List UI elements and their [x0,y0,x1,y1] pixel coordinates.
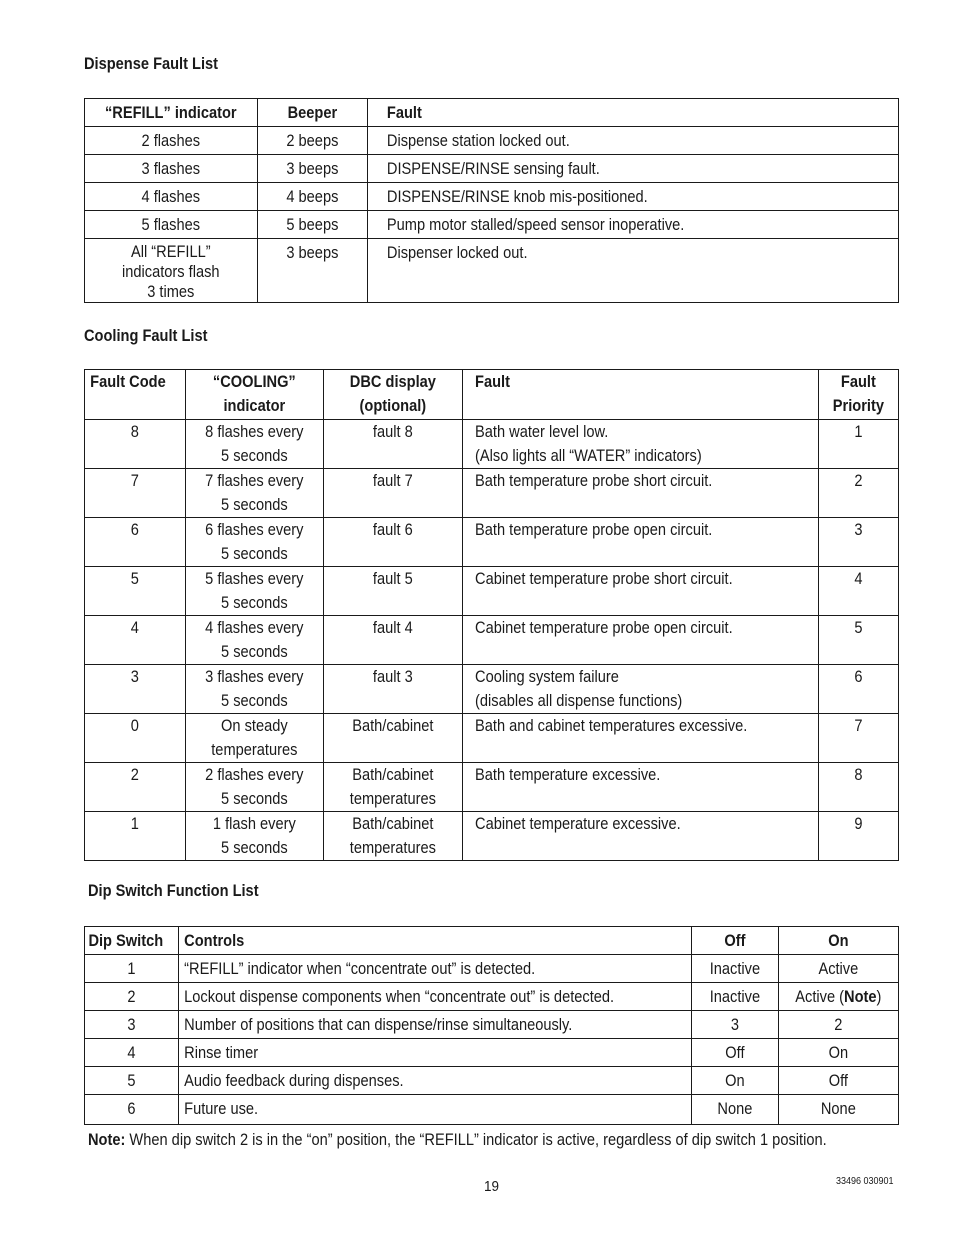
table-row [85,983,899,1011]
controls-cell: Lockout dispense components when “concentrate out” is detected. [184,987,615,1006]
fault-cell: Bath temperature probe short circuit. [475,471,713,490]
table-row [85,1011,899,1039]
column-header: Controls [179,927,692,955]
priority-cell: 1 [854,422,863,441]
off-cell: On [725,1071,745,1090]
table-row [85,567,899,616]
column-header: “COOLING” indicator [186,370,324,420]
fault-code-cell: 4 [130,618,139,637]
column-header: Fault Code [85,370,186,420]
table-row [85,127,899,155]
table-row [85,665,899,714]
column-header: Fault Priority [819,370,899,420]
fault-cell: Bath and cabinet temperatures excessive. [475,716,748,735]
priority-cell: 7 [854,716,863,735]
dbc-display-cell: fault 7 [372,471,413,490]
dbc-display-cell: fault 5 [372,569,413,588]
fault-cell: Cabinet temperature excessive. [475,814,681,833]
table-row [85,239,899,303]
column-header: DBC display (optional) [324,370,463,420]
indicator-cell: 3 flashes every 5 seconds [205,667,304,710]
table-row [85,1039,899,1067]
table-row [85,714,899,763]
cooling-fault-list-title: Cooling Fault List [84,326,208,345]
dip-switch-table [84,926,899,1125]
column-header: Beeper [258,99,368,127]
dbc-display-cell: Bath/cabinet temperatures [349,765,436,808]
indicator-cell: 1 flash every 5 seconds [212,814,296,857]
table-row [85,955,899,983]
fault-code-cell: 5 [130,569,139,588]
dispense-fault-table [84,98,899,303]
indicator-cell: 2 flashes [141,131,201,150]
column-header: Fault [463,370,819,420]
dbc-display-cell: fault 3 [372,667,413,686]
cooling-fault-table [84,369,899,861]
indicator-cell: 3 flashes [141,159,201,178]
column-header: Off [692,927,779,955]
column-header: “REFILL” indicator [85,99,258,127]
page-number: 19 [484,1178,500,1195]
indicator-cell: 2 flashes every 5 seconds [205,765,304,808]
priority-cell: 5 [854,618,863,637]
table-header-row [85,99,899,127]
indicator-cell: 5 flashes [141,215,201,234]
dbc-display-cell: Bath/cabinet [352,716,434,735]
fault-cell: Bath water level low. (Also lights all “WATER” indicators) [475,422,702,465]
column-header: Dip Switch [85,927,179,955]
dbc-display-cell: fault 6 [372,520,413,539]
fault-cell: Dispense station locked out. [386,131,570,150]
controls-cell: Future use. [184,1099,259,1118]
fault-cell: Bath temperature probe open circuit. [475,520,713,539]
table-row [85,211,899,239]
priority-cell: 3 [854,520,863,539]
fault-cell: DISPENSE/RINSE knob mis-positioned. [386,187,648,206]
on-cell: On [828,1043,849,1062]
fault-cell: Bath temperature excessive. [475,765,661,784]
controls-cell: Audio feedback during dispenses. [184,1071,404,1090]
priority-cell: 6 [854,667,863,686]
fault-code-cell: 1 [130,814,139,833]
priority-cell: 2 [854,471,863,490]
on-cell: Active [818,959,859,978]
table-row [85,812,899,861]
table-row [85,763,899,812]
fault-code-cell: 7 [130,471,139,490]
indicator-cell: All “REFILL” indicators flash 3 times [122,242,220,301]
fault-code-cell: 0 [130,716,139,735]
fault-cell: Cabinet temperature probe open circuit. [475,618,733,637]
on-cell: Off [828,1071,848,1090]
column-header: Fault [368,99,899,127]
indicator-cell: 4 flashes every 5 seconds [205,618,304,661]
on-cell: None [820,1099,856,1118]
priority-cell: 9 [854,814,863,833]
beeper-cell: 4 beeps [286,187,339,206]
on-cell: 2 [834,1015,843,1034]
column-header: On [779,927,899,955]
off-cell: Inactive [709,987,761,1006]
dip-switch-list-title: Dip Switch Function List [88,881,259,900]
fault-code-cell: 8 [130,422,139,441]
fault-cell: DISPENSE/RINSE sensing fault. [386,159,600,178]
beeper-cell: 2 beeps [286,131,339,150]
dbc-display-cell: fault 4 [372,618,413,637]
switch-number-cell: 1 [127,959,136,978]
document-number: 33496 030901 [836,1176,894,1187]
on-cell: Active (Note) [795,987,882,1006]
off-cell: Inactive [709,959,761,978]
table-row [85,1067,899,1095]
controls-cell: “REFILL” indicator when “concentrate out” is detected. [184,959,536,978]
note-reference: Note [844,987,877,1006]
beeper-cell: 5 beeps [286,215,339,234]
fault-code-cell: 2 [130,765,139,784]
off-cell: 3 [730,1015,739,1034]
dbc-display-cell: Bath/cabinet temperatures [349,814,436,857]
controls-cell: Number of positions that can dispense/rinse simultaneously. [184,1015,573,1034]
switch-number-cell: 2 [127,987,136,1006]
controls-cell: Rinse timer [184,1043,259,1062]
indicator-cell: 8 flashes every 5 seconds [205,422,304,465]
note-text: When dip switch 2 is in the “on” position, the “REFILL” indicator is active, regardless of dip switch 1 position. [125,1130,827,1149]
fault-code-cell: 6 [130,520,139,539]
fault-cell: Pump motor stalled/speed sensor inoperative. [386,215,685,234]
note-label: Note: [88,1130,126,1149]
fault-cell: Dispenser locked out. [386,243,528,262]
table-header-row [85,927,899,955]
indicator-cell: On steady temperatures [211,716,298,759]
off-cell: Off [725,1043,745,1062]
priority-cell: 8 [854,765,863,784]
off-cell: None [717,1099,753,1118]
indicator-cell: 4 flashes [141,187,201,206]
switch-number-cell: 3 [127,1015,136,1034]
table-row [85,518,899,567]
switch-number-cell: 6 [127,1099,136,1118]
table-row [85,1095,899,1125]
fault-cell: Cooling system failure (disables all dispense functions) [475,667,683,710]
fault-cell: Cabinet temperature probe short circuit. [475,569,733,588]
table-row [85,469,899,518]
fault-code-cell: 3 [130,667,139,686]
beeper-cell: 3 beeps [286,159,339,178]
priority-cell: 4 [854,569,863,588]
dip-switch-note [88,1126,888,1154]
table-row [85,420,899,469]
beeper-cell: 3 beeps [286,243,339,262]
indicator-cell: 6 flashes every 5 seconds [205,520,304,563]
table-header-row [85,370,899,420]
dispense-fault-list-title: Dispense Fault List [84,54,219,73]
switch-number-cell: 4 [127,1043,136,1062]
table-row [85,155,899,183]
switch-number-cell: 5 [127,1071,136,1090]
indicator-cell: 5 flashes every 5 seconds [205,569,304,612]
table-row [85,183,899,211]
indicator-cell: 7 flashes every 5 seconds [205,471,304,514]
dbc-display-cell: fault 8 [372,422,413,441]
table-row [85,616,899,665]
